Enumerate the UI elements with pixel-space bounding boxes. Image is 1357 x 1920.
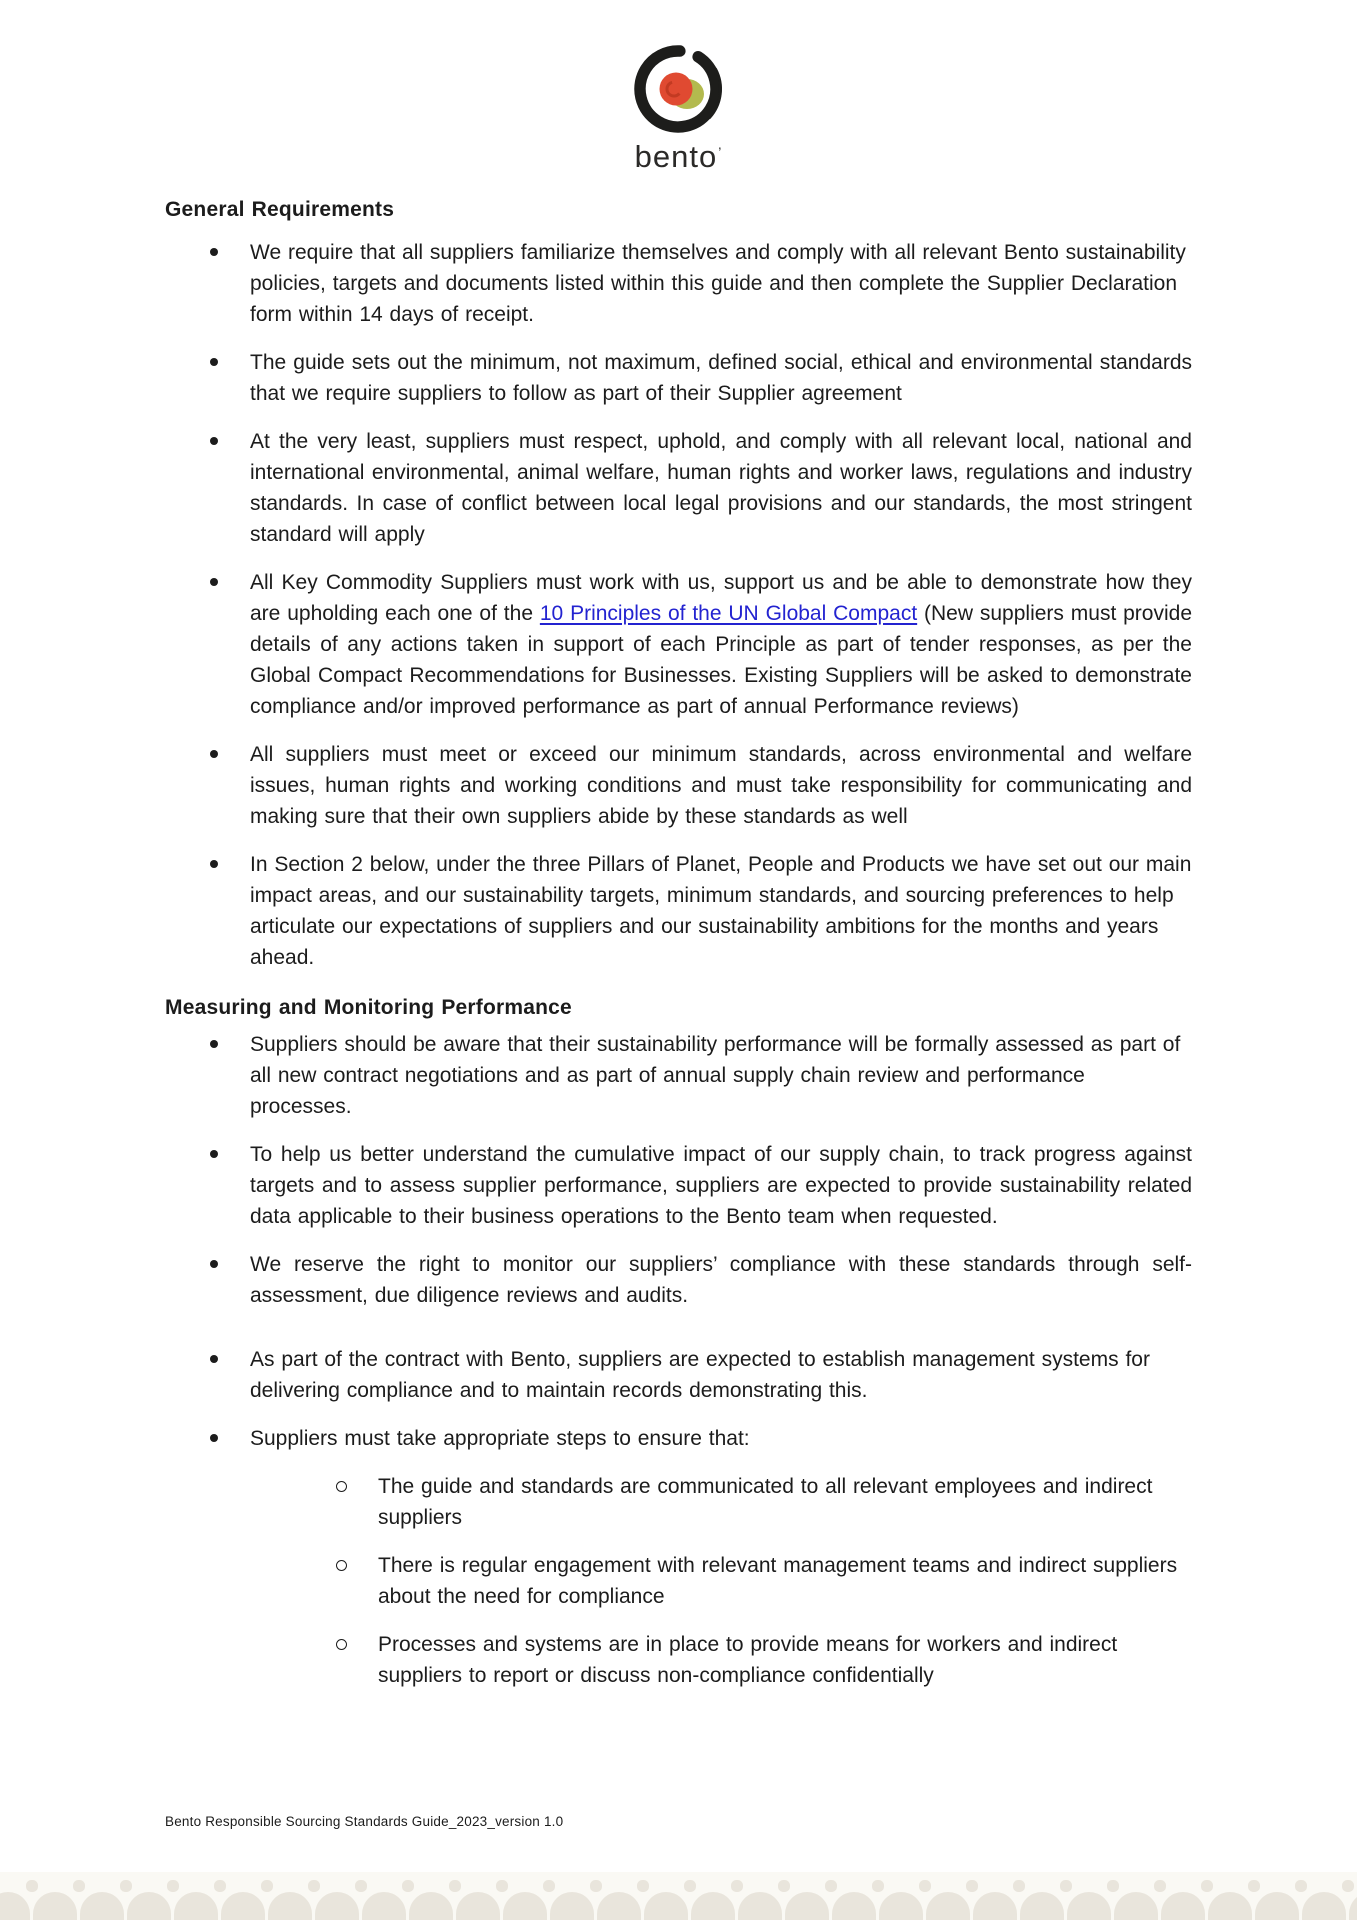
- bullet-text: [250, 567, 1192, 722]
- measuring-monitoring-list: [165, 1029, 1192, 1691]
- circle-bullet-icon: [336, 1560, 347, 1571]
- sub-bullet-item: [250, 1471, 1192, 1533]
- circle-bullet-icon: [336, 1639, 347, 1650]
- section-heading-measuring-monitoring: Measuring and Monitoring Performance: [165, 996, 572, 1019]
- bullet-item: [165, 1249, 1192, 1311]
- bullet-text: As part of the contract with Bento, suppliers are expected to establish management systems for delivering compliance and to maintain records demonstrating this.: [250, 1348, 1150, 1402]
- bullet-dot-icon: [210, 578, 218, 586]
- bullet-item: [165, 1029, 1192, 1122]
- bullet-text: We require that all suppliers familiarize themselves and comply with all relevant Bento sustainability policies, targets and documents listed within this guide and then complete the Supplier Declaration form within 14 days of receipt.: [250, 241, 1186, 326]
- bullet-dot-icon: [210, 1434, 218, 1442]
- bullet-item: [165, 1423, 1192, 1691]
- circle-bullet-icon: [336, 1481, 347, 1492]
- bullet-item: [165, 237, 1192, 330]
- general-requirements-list: [165, 237, 1192, 973]
- bullet-text: To help us better understand the cumulative impact of our supply chain, to track progress against targets and to assess supplier performance, suppliers are expected to provide sustainability related data applicable to their business operations to the Bento team when requested.: [250, 1143, 1192, 1228]
- brand-logo: [0, 40, 1357, 174]
- bullet-text: Suppliers should be aware that their sustainability performance will be formally assessed as part of all new contract negotiations and as part of annual supply chain review and performance processes.: [250, 1033, 1181, 1118]
- logo-trademark-tick: ’: [718, 144, 723, 160]
- bullet-text: At the very least, suppliers must respect, uphold, and comply with all relevant local, national and international environmental, animal welfare, human rights and worker laws, regulations and industry standards. In case of conflict between local legal provisions and our standards, the most stringent standard will apply: [250, 430, 1192, 546]
- bullet-dot-icon: [210, 437, 218, 445]
- bullet-text: We reserve the right to monitor our suppliers’ compliance with these standards through self-assessment, due diligence reviews and audits.: [250, 1253, 1192, 1307]
- bullet-item: [165, 1344, 1192, 1406]
- bullet-text-after-link: (New suppliers must provide details of any actions taken in support of each Principle as part of tender responses, as per the Global Compact Recommendations for Businesses. Existing Suppliers will be asked to demonstrate compliance and/or improved performance as part of annual Performance reviews): [250, 602, 1193, 718]
- sub-bullet-text: The guide and standards are communicated to all relevant employees and indirect suppliers: [378, 1475, 1153, 1529]
- bento-enso-logo-icon: [614, 40, 744, 140]
- bullet-item: [165, 347, 1192, 409]
- bullet-item: [165, 739, 1192, 832]
- sub-bullet-text: Processes and systems are in place to provide means for workers and indirect suppliers to report or discuss non-compliance confidentially: [378, 1633, 1118, 1687]
- sub-bullet-text: There is regular engagement with relevant management teams and indirect suppliers about the need for compliance: [378, 1554, 1178, 1608]
- bullet-item: [165, 567, 1192, 722]
- scallop-border-decoration: [0, 1872, 1357, 1920]
- page-footer: Bento Responsible Sourcing Standards Guide_2023_version 1.0: [165, 1814, 564, 1829]
- bullet-text-before-link: All Key Commodity Suppliers must work with us, support us and be able to demonstrate how they are upholding each one of the: [250, 571, 1192, 625]
- bullet-text: Suppliers must take appropriate steps to ensure that:: [250, 1427, 750, 1450]
- bullet-dot-icon: [210, 1355, 218, 1363]
- section-heading-general-requirements: General Requirements: [165, 198, 395, 221]
- bullet-dot-icon: [210, 750, 218, 758]
- bullet-dot-icon: [210, 358, 218, 366]
- bullet-text: In Section 2 below, under the three Pillars of Planet, People and Products we have set out our main impact areas, and our sustainability targets, minimum standards, and sourcing preferences to help articulate our expectations of suppliers and our sustainability ambitions for the months and years ahead.: [250, 853, 1192, 969]
- bullet-text: The guide sets out the minimum, not maximum, defined social, ethical and environmental standards that we require suppliers to follow as part of their Supplier agreement: [250, 351, 1192, 405]
- bullet-item: [165, 426, 1192, 550]
- un-global-compact-link[interactable]: 10 Principles of the UN Global Compact: [539, 602, 918, 625]
- bullet-dot-icon: [210, 248, 218, 256]
- sub-bullet-item: [250, 1629, 1192, 1691]
- ensure-that-sublist: [250, 1471, 1192, 1691]
- bullet-item: [165, 849, 1192, 973]
- bullet-dot-icon: [210, 860, 218, 868]
- bullet-dot-icon: [210, 1150, 218, 1158]
- bullet-dot-icon: [210, 1040, 218, 1048]
- sub-bullet-item: [250, 1550, 1192, 1612]
- document-body: [165, 197, 1192, 1708]
- bento-logo-wordmark: bento’: [634, 139, 723, 174]
- bullet-text: All suppliers must meet or exceed our minimum standards, across environmental and welfare issues, human rights and working conditions and must take responsibility for communicating and making sure that their own suppliers abide by these standards as well: [250, 743, 1192, 828]
- bullet-item: [165, 1139, 1192, 1232]
- bullet-dot-icon: [210, 1260, 218, 1268]
